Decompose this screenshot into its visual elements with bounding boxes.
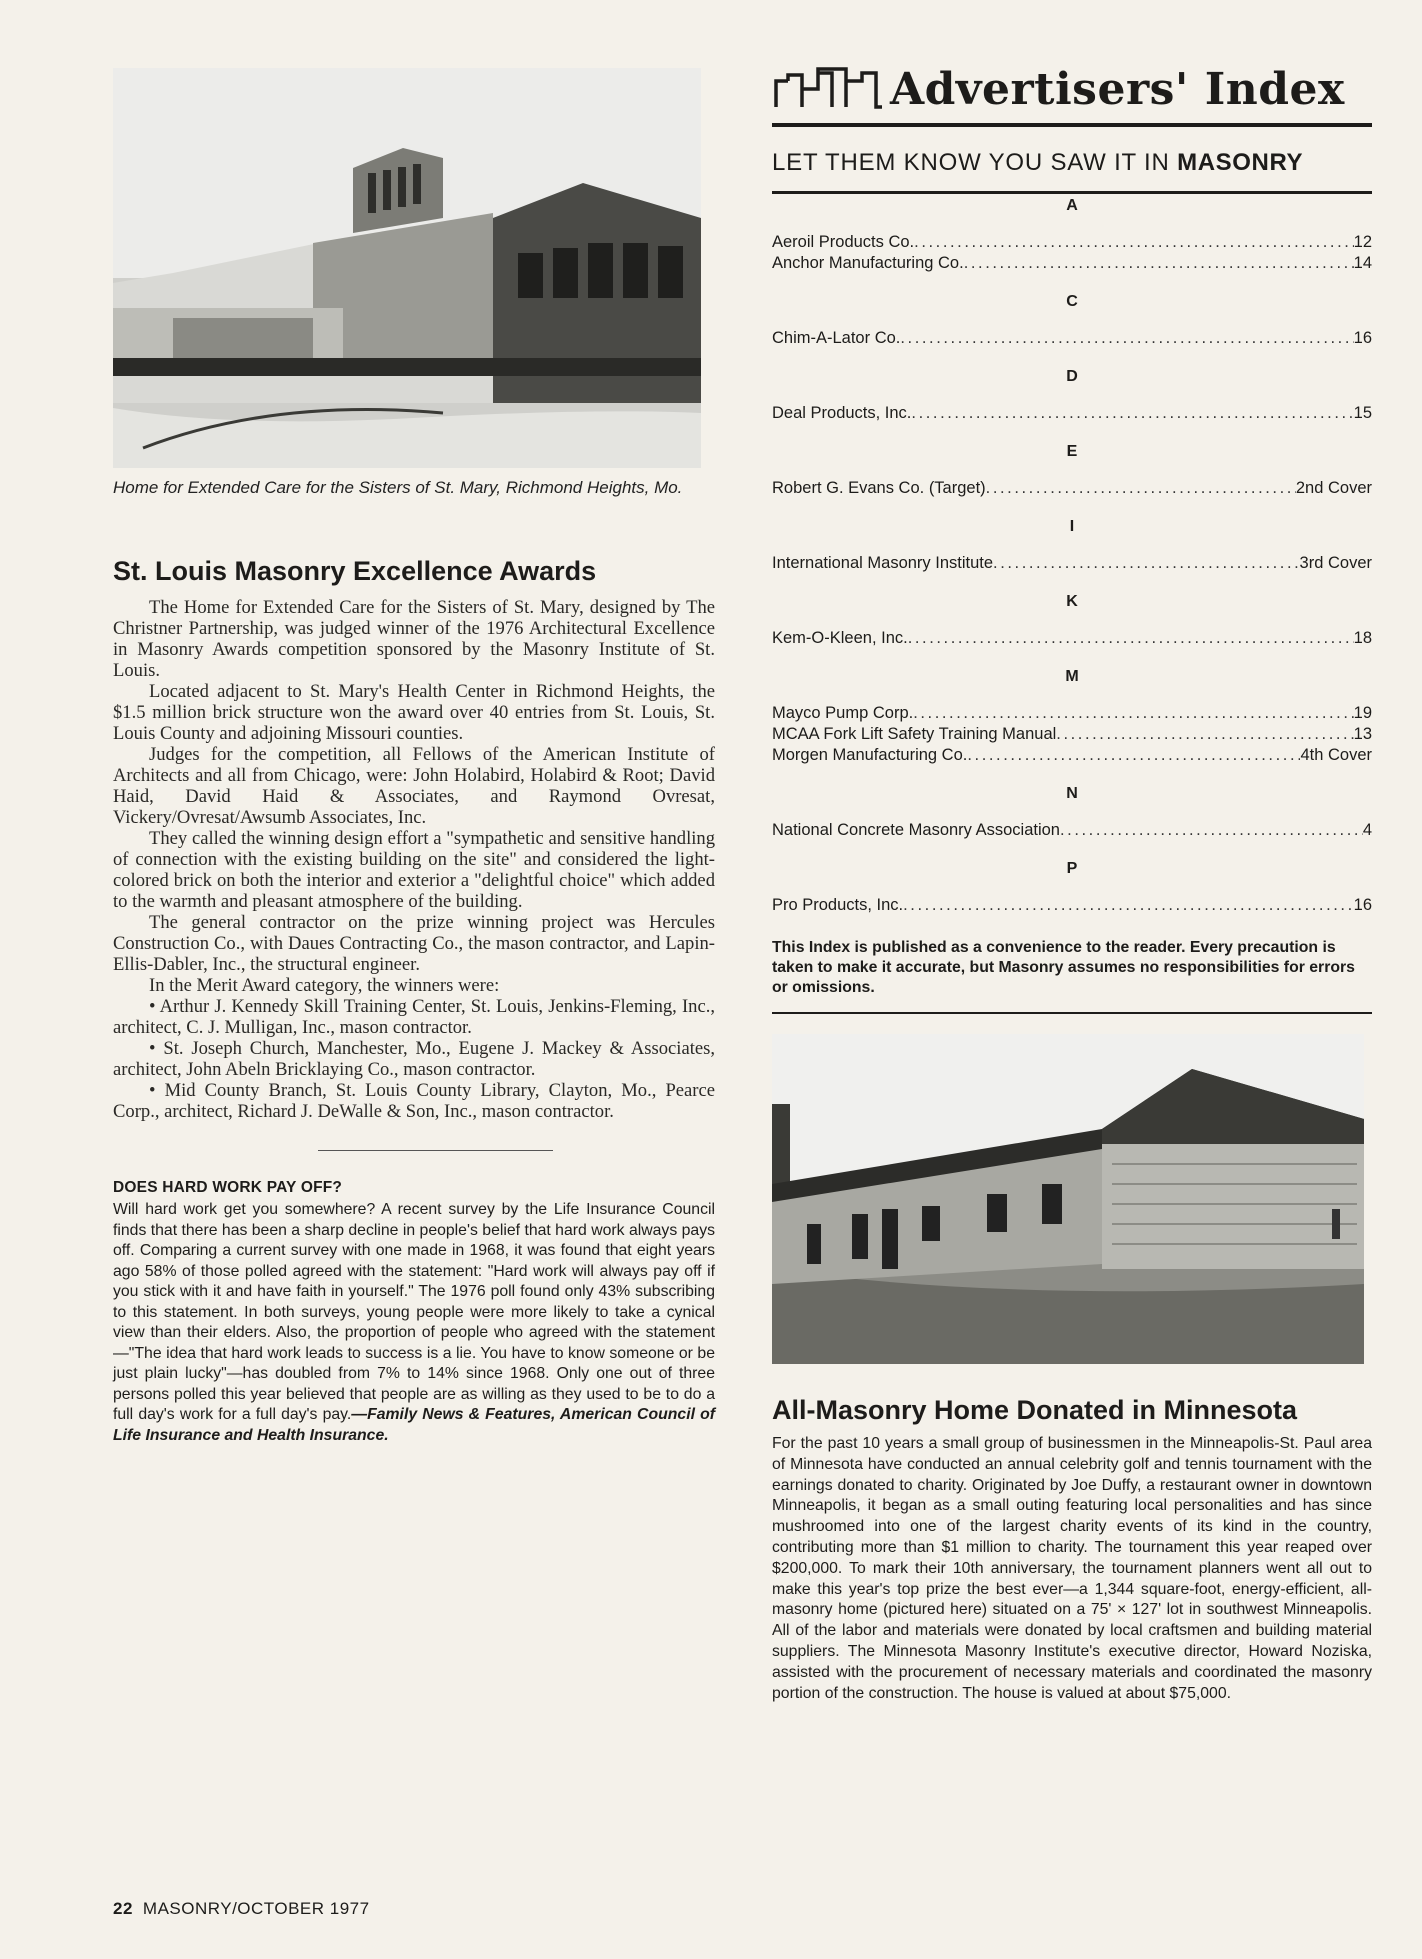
index-letter: M: [1065, 668, 1079, 685]
page-reference: 4: [1362, 821, 1372, 839]
article1-body: [113, 597, 715, 1122]
leader-dots: [900, 328, 1353, 349]
page-reference: 3rd Cover: [1299, 554, 1372, 572]
article3-body: For the past 10 years a small group of businessmen in the Minneapolis-St. Paul area of Minnesota have conducted an annual celebrity golf and tennis tournament with the earnings donated to charity. Originated by Joe Duffy, a restaurant owner in downtown Minneapolis, it began as a small outing featuring local personalities and has since mushroomed into one of the largest charity events of its kind in the country, contributing more than $1 million to charity. The tournament this year reaped over $200,000. To mark their 10th anniversary, the tournament planners went all out to make this year's top prize the best ever—a 1,344 square-foot, energy-efficient, all-masonry home (pictured here) situated on a 75' × 127' lot in southwest Minneapolis. All of the labor and materials were donated by local craftsmen and building material suppliers. The Minnesota Masonry Institute's executive director, Howard Noziska, assisted with the procurement of necessary materials and coordinated the masonry portion of the construction. The house is valued at about $75,000.: [772, 1435, 1372, 1702]
index-letter: A: [1066, 197, 1078, 214]
advertisers-index-header: [772, 62, 1372, 117]
photo1-caption: Home for Extended Care for the Sisters of St. Mary, Richmond Heights, Mo.: [113, 478, 683, 497]
advertiser-name: National Concrete Masonry Association: [772, 821, 1060, 839]
page-reference: 15: [1353, 404, 1372, 422]
leader-dots: [1056, 724, 1353, 745]
masonry-home-photo: [772, 1034, 1364, 1364]
subtitle-rule: [772, 191, 1372, 194]
index-entry: [772, 553, 1372, 574]
page-footer: [113, 1899, 370, 1919]
advertiser-name: Morgen Manufacturing Co.: [772, 746, 968, 764]
index-entry: [772, 478, 1372, 499]
page-reference: 19: [1353, 704, 1372, 722]
advertiser-name: Pro Products, Inc.: [772, 896, 904, 914]
page-number: 22: [113, 1899, 133, 1918]
page-reference: 13: [1353, 725, 1372, 743]
advertiser-name: Chim-A-Lator Co.: [772, 329, 901, 347]
index-section-k: [772, 592, 1372, 649]
leader-dots: [986, 478, 1296, 499]
article3-title: All-Masonry Home Donated in Minnesota: [772, 1395, 1298, 1425]
article1-paragraph: The Home for Extended Care for the Sisters of St. Mary, designed by The Christner Partnership, was judged winner of the 1976 Architectural Excellence in Masonry Awards competition sponsored by the Masonry Institute of St. Louis.: [113, 597, 715, 681]
index-section-p: [772, 859, 1372, 916]
index-section-c: [772, 292, 1372, 349]
article2-source: —Family News & Features, American Council of Life Insurance and Health Insurance.: [113, 1406, 716, 1444]
page-reference: 14: [1353, 254, 1372, 272]
index-letter: D: [1066, 368, 1078, 385]
index-section-i: [772, 517, 1372, 574]
page-reference: 2nd Cover: [1295, 479, 1372, 497]
index-entry: [772, 820, 1372, 841]
leader-dots: [914, 232, 1353, 253]
subtitle-brand: MASONRY: [1177, 149, 1304, 176]
article1-title: St. Louis Masonry Excellence Awards: [113, 556, 597, 586]
leader-dots: [908, 628, 1354, 649]
leader-dots: [964, 253, 1354, 274]
publication-line: MASONRY/OCTOBER 1977: [142, 1899, 370, 1918]
index-entry: [772, 253, 1372, 274]
leader-dots: [911, 403, 1353, 424]
page-reference: 16: [1353, 896, 1372, 914]
advertiser-name: Kem-O-Kleen, Inc.: [772, 629, 908, 647]
advertiser-name: International Masonry Institute: [772, 554, 994, 572]
article1-paragraph: Judges for the competition, all Fellows of the American Institute of Architects and all from Chicago, were: John Holabird, Holabird & Root; David Haid, David Haid & Associates, and Raymond Ovresat, Vickery/Ovresat/Awsumb Associates, Inc.: [113, 744, 715, 828]
right-column: [772, 62, 1372, 1704]
page-reference: 4th Cover: [1300, 746, 1372, 764]
index-letter: P: [1066, 860, 1078, 877]
index-title: Advertisers' Index: [890, 64, 1345, 115]
leader-dots: [903, 895, 1354, 916]
subtitle-prefix: LET THEM KNOW YOU SAW IT IN: [772, 149, 1170, 176]
index-section-n: [772, 784, 1372, 841]
advertiser-name: Deal Products, Inc.: [772, 404, 912, 422]
article2-text: Will hard work get you somewhere? A recent survey by the Life Insurance Council finds that there has been a sharp decline in people's belief that hard work always pays off. Comparing a current survey with one made in 1968, it was found that eight years ago 58% of those polled agreed with the statement: "Hard work will always pay off if you stick with it and have faith in yourself." The 1976 poll found only 43% subscribing to this statement. In both surveys, young people were more likely to take a cynical view than their elders. Also, the proportion of people who agreed with the statement—"The idea that hard work leads to success is a lie. You have to know someone or be just plain lucky"—has doubled from 7% to 14% since 1968. Only one out of three persons polled this year believed that people are as willing as they used to be to do a full day's work for a full day's pay.: [113, 1201, 715, 1423]
index-section-m: [772, 667, 1372, 766]
article2-body: [113, 1200, 715, 1446]
advertiser-name: MCAA Fork Lift Safety Training Manual: [772, 725, 1057, 743]
page-reference: 18: [1353, 629, 1372, 647]
page-reference: 12: [1353, 233, 1372, 251]
article1-paragraph: In the Merit Award category, the winners were:: [149, 975, 500, 996]
advertiser-name: Robert G. Evans Co. (Target): [772, 479, 986, 497]
article1-bullet: • Arthur J. Kennedy Skill Training Center, St. Louis, Jenkins-Fleming, Inc., architect, C. J. Mulligan, Inc., mason contractor.: [113, 996, 715, 1038]
advertiser-name: Mayco Pump Corp.: [772, 704, 914, 722]
article1-bullet: • Mid County Branch, St. Louis County Library, Clayton, Mo., Pearce Corp., architect, Richard J. DeWalle & Son, Inc., mason contractor.: [113, 1080, 715, 1122]
index-section-e: [772, 442, 1372, 499]
title-rule: [772, 123, 1372, 127]
left-column: [113, 68, 715, 1446]
index-section-d: [772, 367, 1372, 424]
masonry-logo-icon: [772, 67, 884, 111]
index-entry: [772, 628, 1372, 649]
index-entry: [772, 895, 1372, 916]
disclaimer-rule: [772, 1012, 1372, 1014]
index-entry: [772, 328, 1372, 349]
index-disclaimer: This Index is published as a convenience to the reader. Every precaution is taken to make it accurate, but Masonry assumes no responsibilities for errors or omissions.: [772, 939, 1355, 996]
index-letter: E: [1066, 443, 1078, 460]
leader-dots: [993, 553, 1300, 574]
index-section-a: [772, 196, 1372, 274]
leader-dots: [1060, 820, 1363, 841]
extended-care-photo: [113, 68, 701, 468]
index-letter: N: [1066, 785, 1078, 802]
article1-paragraph: Located adjacent to St. Mary's Health Center in Richmond Heights, the $1.5 million brick structure won the award over 40 entries from St. Louis, St. Louis County and adjoining Missouri counties.: [113, 681, 715, 744]
advertiser-name: Aeroil Products Co.: [772, 233, 915, 251]
section-divider: [318, 1150, 553, 1151]
index-entry: [772, 724, 1372, 745]
advertiser-index-list: [772, 196, 1372, 916]
advertiser-name: Anchor Manufacturing Co.: [772, 254, 964, 272]
index-entry: [772, 232, 1372, 253]
index-subtitle: [772, 149, 1372, 177]
article1-paragraph: They called the winning design effort a "sympathetic and sensitive handling of connection with the existing building on the site" and considered the light-colored brick on both the interior and exterior a "delightful choice" which added to the warmth and pleasant atmosphere of the building.: [113, 828, 715, 912]
page-reference: 16: [1353, 329, 1372, 347]
index-entry: [772, 703, 1372, 724]
index-letter: I: [1069, 518, 1075, 535]
index-letter: K: [1066, 593, 1078, 610]
index-entry: [772, 745, 1372, 766]
leader-dots: [967, 745, 1300, 766]
article2-title: DOES HARD WORK PAY OFF?: [113, 1179, 343, 1196]
article1-paragraph: The general contractor on the prize winning project was Hercules Construction Co., with Daues Contracting Co., the mason contractor, and Lapin-Ellis-Dabler, Inc., the structural engineer.: [113, 912, 715, 975]
article1-bullet: • St. Joseph Church, Manchester, Mo., Eugene J. Mackey & Associates, architect, John Abeln Bricklaying Co., mason contractor.: [113, 1038, 715, 1080]
index-letter: C: [1066, 293, 1078, 310]
index-entry: [772, 403, 1372, 424]
leader-dots: [913, 703, 1353, 724]
